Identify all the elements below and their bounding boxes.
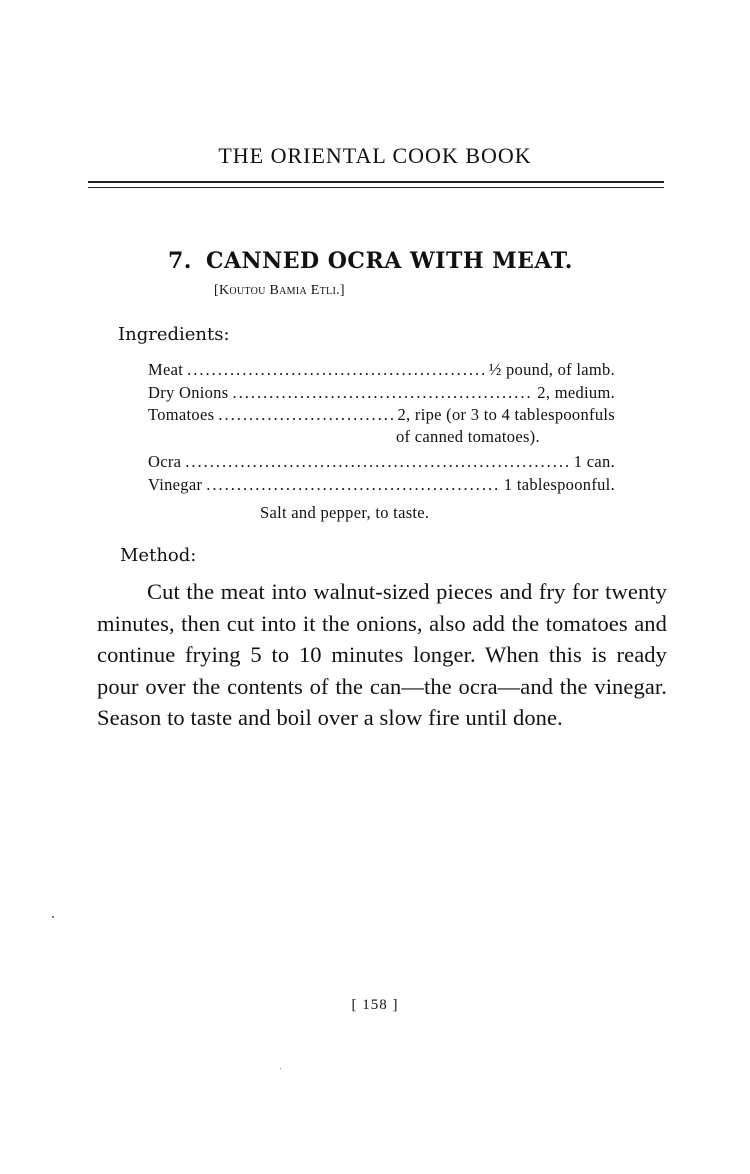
- print-speck: [280, 1068, 281, 1069]
- recipe-subtitle: [Koutou Bamia Etli.]: [214, 283, 345, 298]
- ingredient-amount-continuation: of canned tomatoes).: [396, 427, 540, 446]
- ingredient-line: [148, 360, 615, 380]
- ingredient-amount: 1 can.: [573, 452, 615, 471]
- ingredient-name: Ocra: [148, 452, 182, 471]
- print-speck: [52, 916, 54, 918]
- header-rule-thick: [88, 181, 664, 183]
- method-paragraph: Cut the meat into walnut-sized pieces and fry for twenty minutes, then cut into it the onions, also add the tomatoes and continue frying 5 to 10 minutes longer. When this is ready pour over the contents of the can—the ocra—and the vinegar. Season to taste and boil over a slow fire until done.: [97, 579, 667, 730]
- recipe-number: 7.: [168, 248, 192, 274]
- ingredient-line: [148, 475, 615, 495]
- recipe-title: [168, 248, 573, 274]
- leader-dots: [218, 405, 393, 425]
- ingredient-name: Tomatoes: [148, 405, 215, 424]
- ingredient-amount: 1 tablespoonful.: [503, 475, 615, 494]
- recipe-name: CANNED OCRA WITH MEAT.: [205, 248, 573, 274]
- ingredient-name: Dry Onions: [148, 383, 229, 402]
- ingredient-amount: 2, ripe (or 3 to 4 tablespoonfuls: [397, 405, 615, 424]
- ingredient-name: Meat: [148, 360, 184, 379]
- ingredient-line: [148, 452, 615, 472]
- leader-dots: [232, 383, 533, 403]
- method-heading: Method:: [120, 545, 197, 566]
- header-rule-thin: [88, 187, 664, 188]
- page-number: [ 158 ]: [351, 997, 399, 1013]
- leader-dots: [187, 360, 485, 380]
- ingredient-line: [148, 383, 615, 403]
- leader-dots: [206, 475, 500, 495]
- seasoning-line: Salt and pepper, to taste.: [260, 503, 430, 522]
- ingredient-amount: ½ pound, of lamb.: [488, 360, 615, 379]
- ingredient-line: [148, 405, 615, 425]
- running-head: THE ORIENTAL COOK BOOK: [218, 143, 532, 168]
- leader-dots: [185, 452, 570, 472]
- ingredients-heading: Ingredients:: [118, 324, 230, 345]
- ingredient-name: Vinegar: [148, 475, 203, 494]
- ingredient-amount: 2, medium.: [537, 383, 615, 402]
